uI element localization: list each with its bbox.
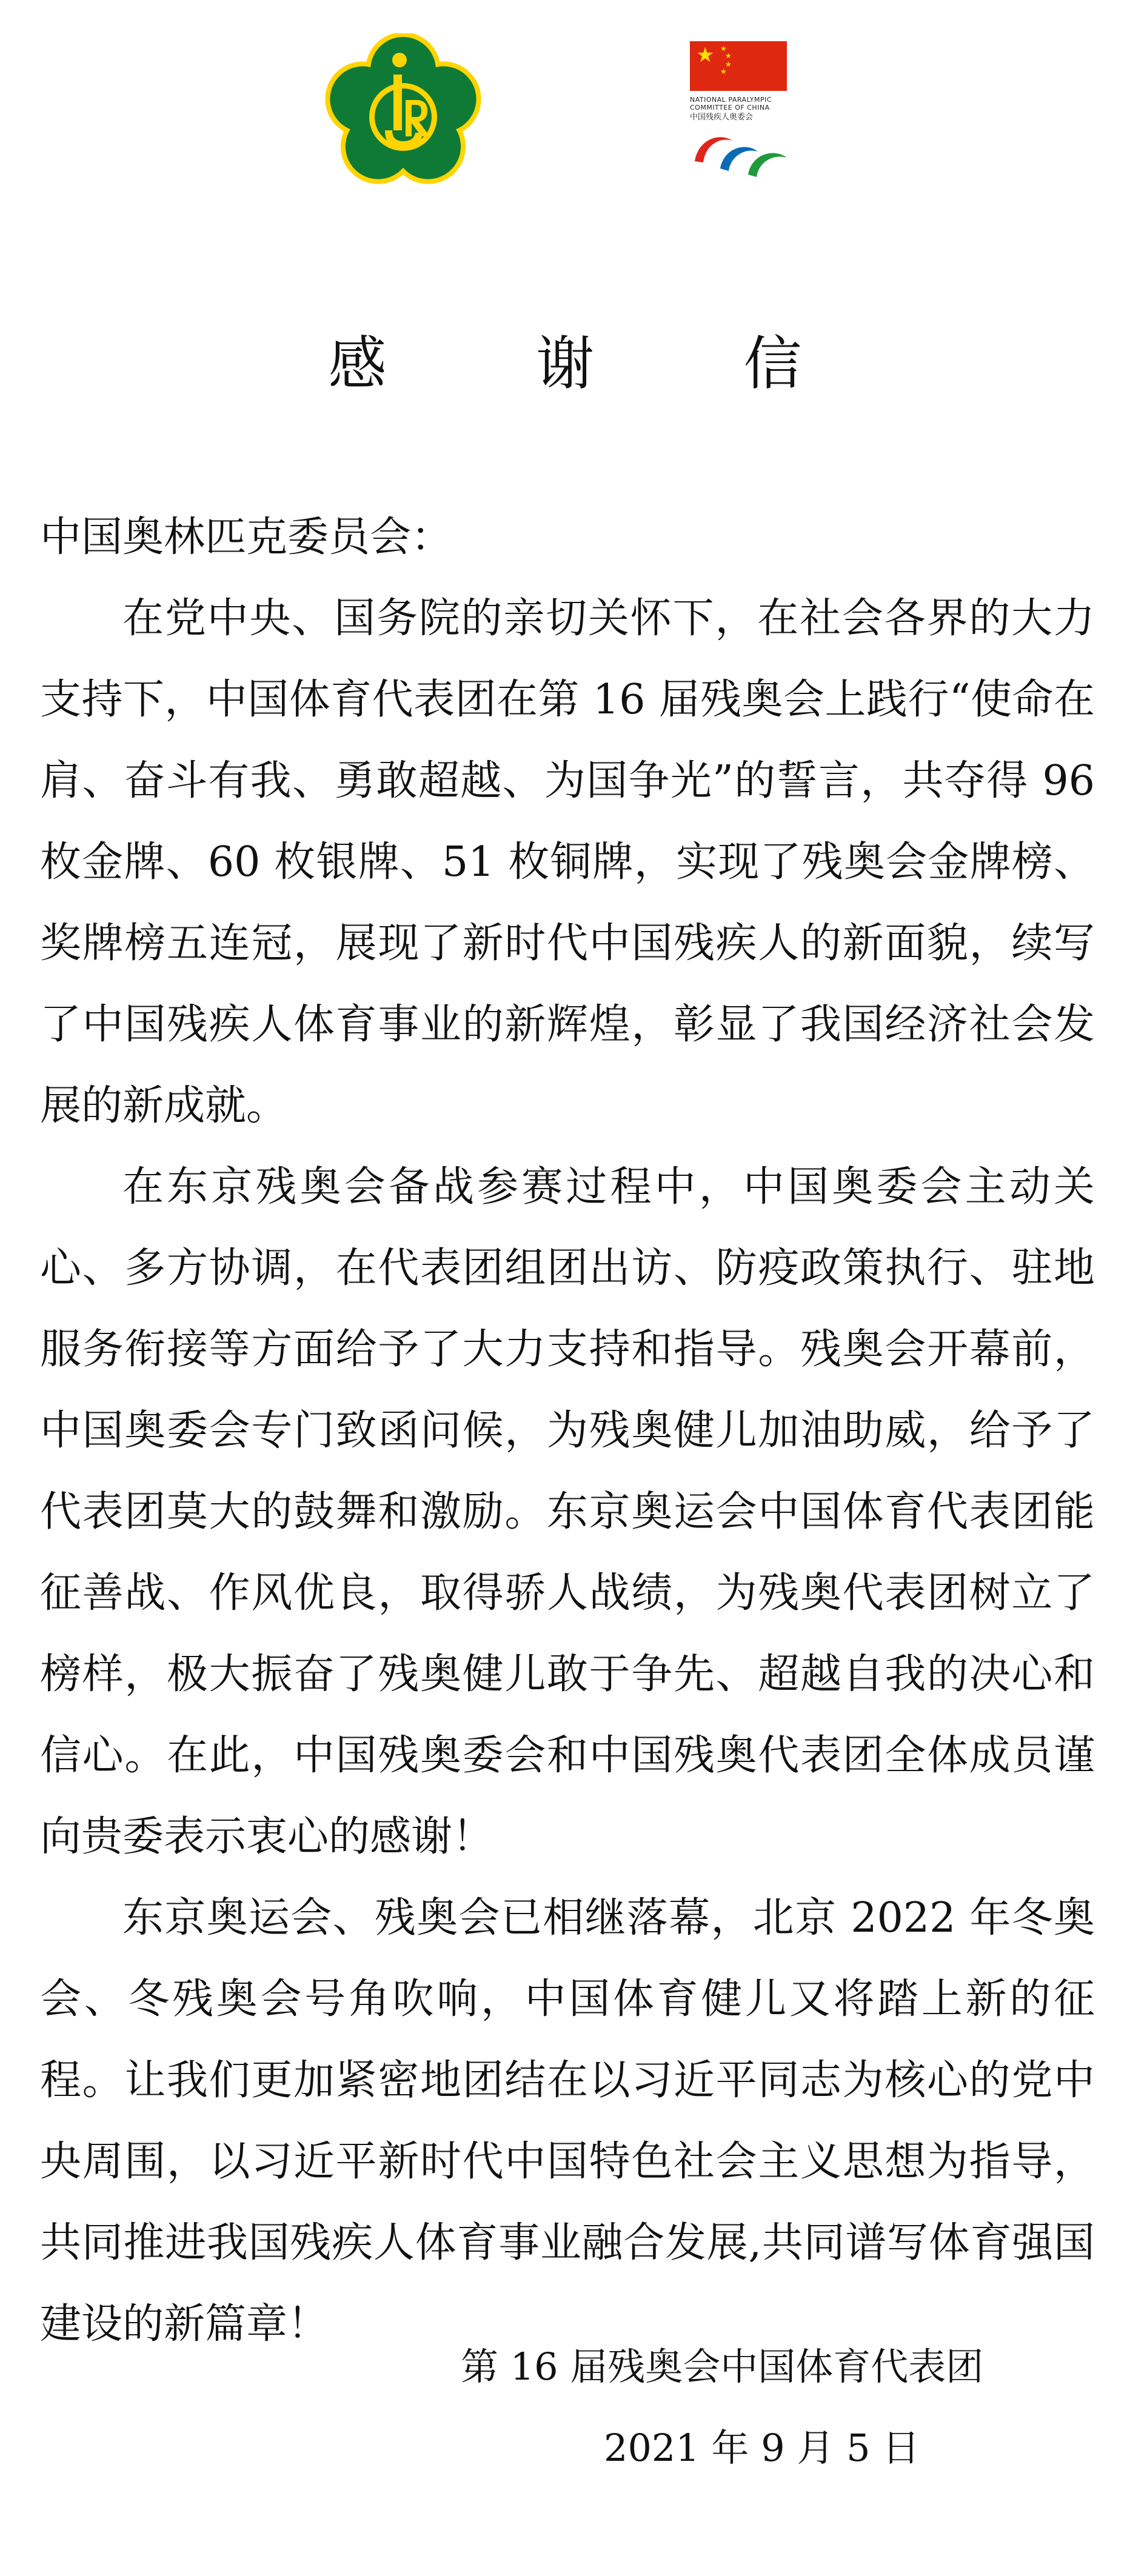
signature-block	[461, 2337, 1067, 2478]
npc-english-name: NATIONAL PARALYMPIC COMMITTEE OF CHINA	[690, 96, 772, 112]
agitos-icon	[690, 126, 793, 181]
flag-small-star-icon: ★	[720, 44, 727, 53]
paragraph-3: 东京奥运会、残奥会已相继落幕，北京 2022 年冬奥会、冬残奥会号角吹响，中国体育健儿又将踏上新的征程。让我们更加紧密地团结在以习近平同志为核心的党中央周围，以习近平新时代中国特色社会主义思想为指导，共同推进我国残疾人体育事业融合发展,共同谱写体育强国建设的新篇章！	[40, 1894, 1095, 2348]
paragraph-2: 在东京残奥会备战参赛过程中，中国奥委会主动关心、多方协调，在代表团组团出访、防疫政策执行、驻地服务衔接等方面给予了大力支持和指导。残奥会开幕前，中国奥委会专门致函问候，为残奥健儿加油助威，给予了代表团莫大的鼓舞和激励。东京奥运会中国体育代表团能征善战、作风优良，取得骄人战绩，为残奥代表团树立了榜样，极大振奋了残奥健儿敢于争先、超越自我的决心和信心。在此，中国残奥委会和中国残奥代表团全体成员谨向贵委表示衷心的感谢！	[40, 1163, 1095, 1861]
signature-organization: 第 16 届残奥会中国体育代表团	[461, 2344, 984, 2389]
disabled-persons-federation-emblem-icon	[324, 33, 482, 191]
chinese-flag-icon	[690, 41, 787, 91]
flag-small-star-icon: ★	[725, 52, 732, 60]
signature-date: 2021 年 9 月 5 日	[604, 2426, 920, 2470]
paragraph-1: 在党中央、国务院的亲切关怀下，在社会各界的大力支持下，中国体育代表团在第 16 届残奥会上践行“使命在肩、奋斗有我、勇敢超越、为国争光”的誓言，共夺得 96 枚金牌、60 枚银牌、51 枚铜牌，实现了残奥会金牌榜、奖牌榜五连冠，展现了新时代中国残疾人的新面貌，续写了中国残疾人体育事业的新辉煌，彰显了我国经济社会发展的新成就。	[40, 595, 1095, 1130]
letter-title: 感 谢 信	[328, 330, 868, 398]
letter-body	[40, 497, 1095, 2365]
flag-small-star-icon: ★	[720, 67, 727, 76]
national-paralympic-committee-logo-icon	[690, 41, 800, 187]
salutation: 中国奥林匹克委员会：	[40, 513, 453, 561]
flag-small-star-icon: ★	[725, 60, 732, 68]
npc-chinese-name: 中国残疾人奥委会	[690, 113, 754, 122]
flag-star-icon: ★	[696, 43, 715, 67]
